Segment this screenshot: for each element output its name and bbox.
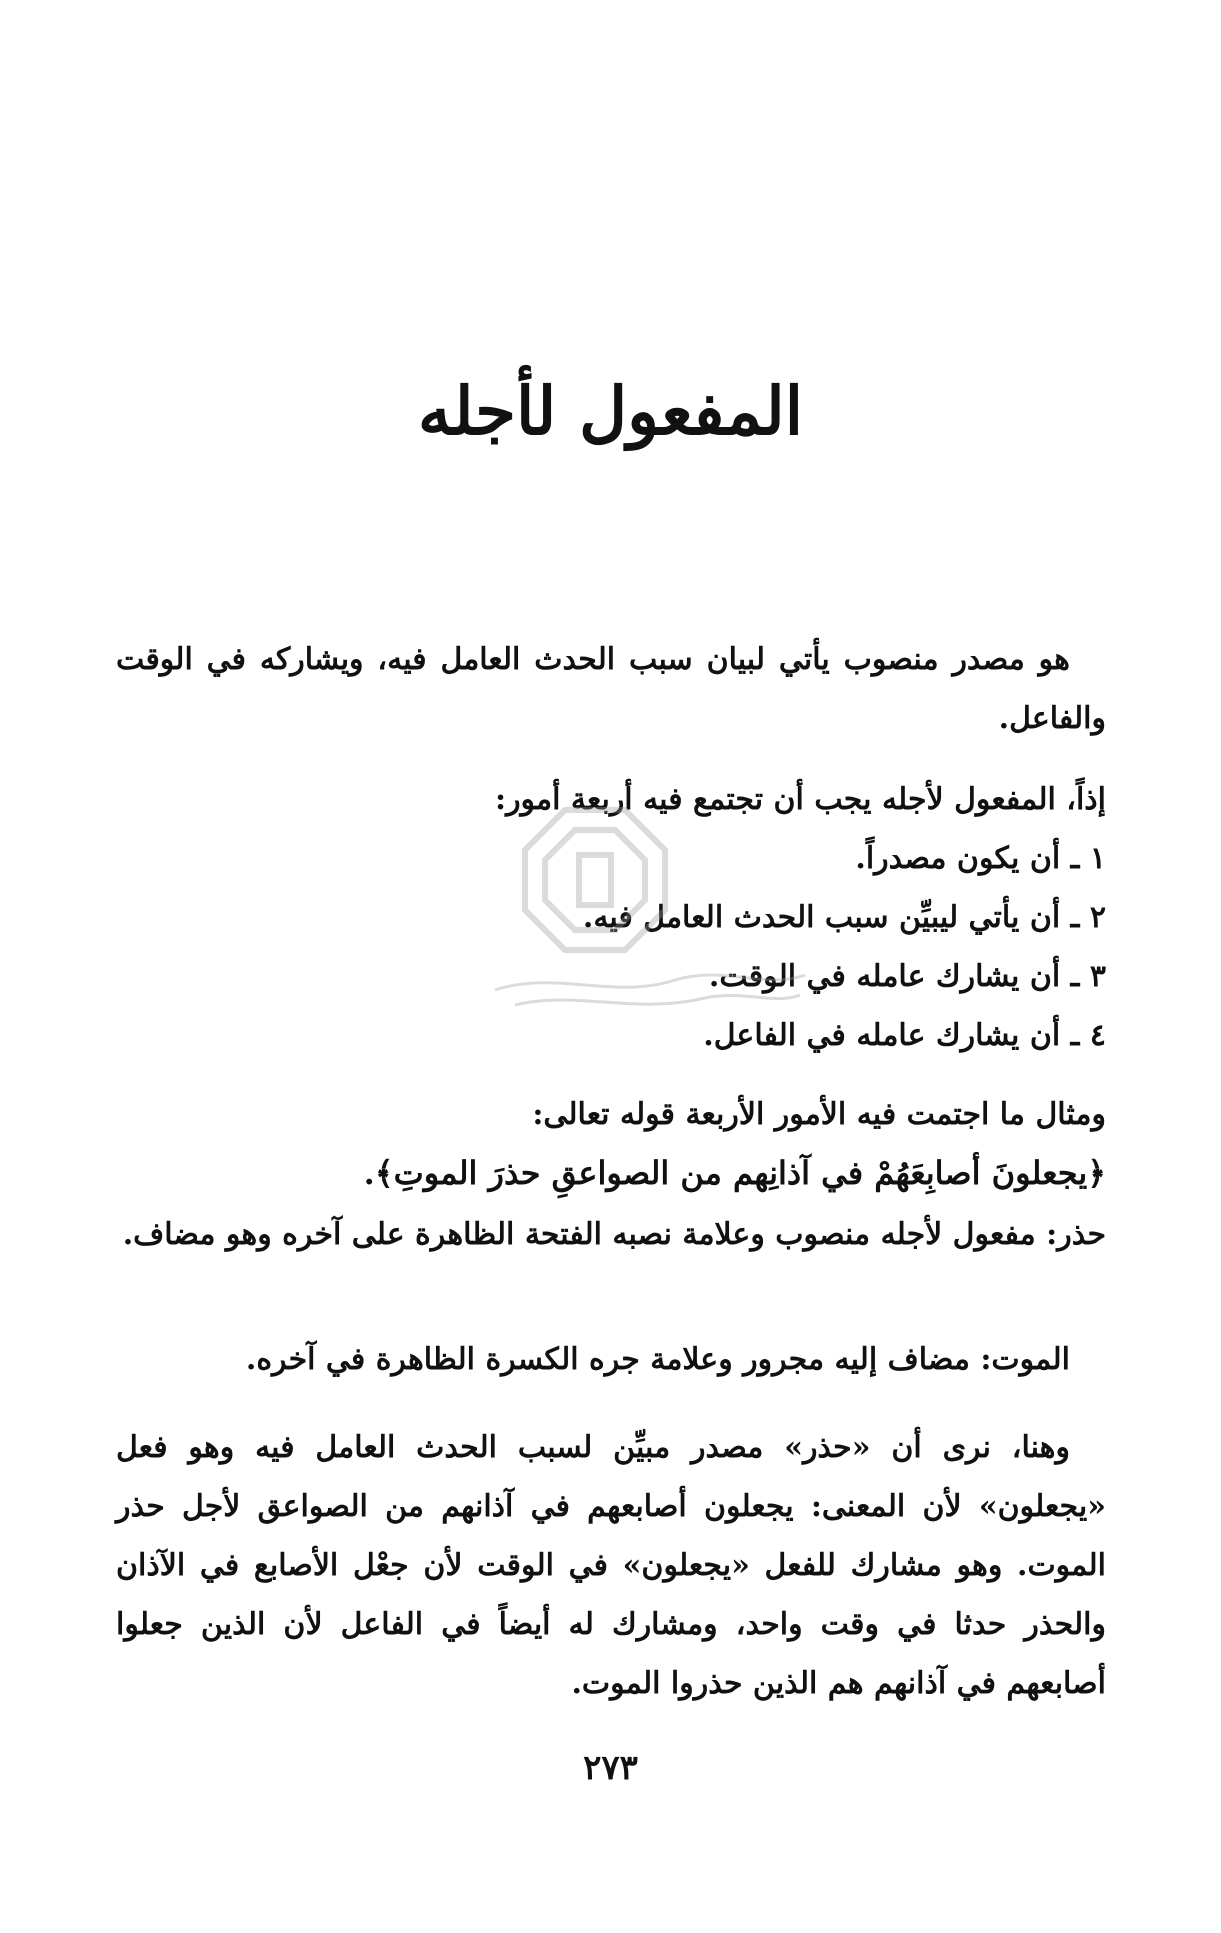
analysis-hathar: حذر: مفعول لأجله منصوب وعلامة نصبه الفتحة الظاهرة على آخره وهو مضاف. bbox=[122, 1217, 1106, 1252]
condition-item-3: ٣ ـ أن يشارك عامله في الوقت. bbox=[708, 959, 1106, 994]
quran-verse: ﴿يجعلونَ أصابِعَهُمْ في آذانِهم من الصواعقِ حذرَ الموتِ﴾. bbox=[363, 1154, 1106, 1192]
condition-item-1: ١ ـ أن يكون مصدراً. bbox=[855, 841, 1106, 876]
chapter-title: المفعول لأجله bbox=[417, 372, 804, 450]
page-number: ٢٧٣ bbox=[583, 1748, 638, 1788]
explanation-paragraph: وهنا، نرى أن «حذر» مصدر مبيِّن لسبب الحدث العامل فيه وهو فعل «يجعلون» لأن المعنى: يجعلون أصابعهم في آذانهم من الصواعق لأجل حذر الموت. وهو مشارك للفعل «يجعلون» في الوقت لأن جعْل الأصابع في الآذان والحذر حدثا في وقت واحد، ومشارك له أيضاً في الفاعل لأن الذين جعلوا أصابعهم في آذانهم هم الذين حذروا الموت. bbox=[116, 1430, 1106, 1701]
conditions-intro: إذاً، المفعول لأجله يجب أن تجتمع فيه أربعة أمور: bbox=[495, 782, 1106, 817]
condition-item-4: ٤ ـ أن يشارك عامله في الفاعل. bbox=[703, 1018, 1106, 1053]
definition-paragraph: هو مصدر منصوب يأتي لبيان سبب الحدث العامل فيه، ويشاركه في الوقت والفاعل. bbox=[116, 642, 1106, 736]
example-intro: ومثال ما اجتمت فيه الأمور الأربعة قوله تعالى: bbox=[532, 1097, 1106, 1132]
condition-item-2: ٢ ـ أن يأتي ليبيِّن سبب الحدث العامل فيه. bbox=[582, 900, 1106, 935]
library-emblem-icon bbox=[475, 800, 815, 1030]
example-block bbox=[116, 1085, 1106, 1203]
analysis-mawt: الموت: مضاف إليه مجرور وعلامة جره الكسرة الظاهرة في آخره. bbox=[245, 1342, 1070, 1377]
